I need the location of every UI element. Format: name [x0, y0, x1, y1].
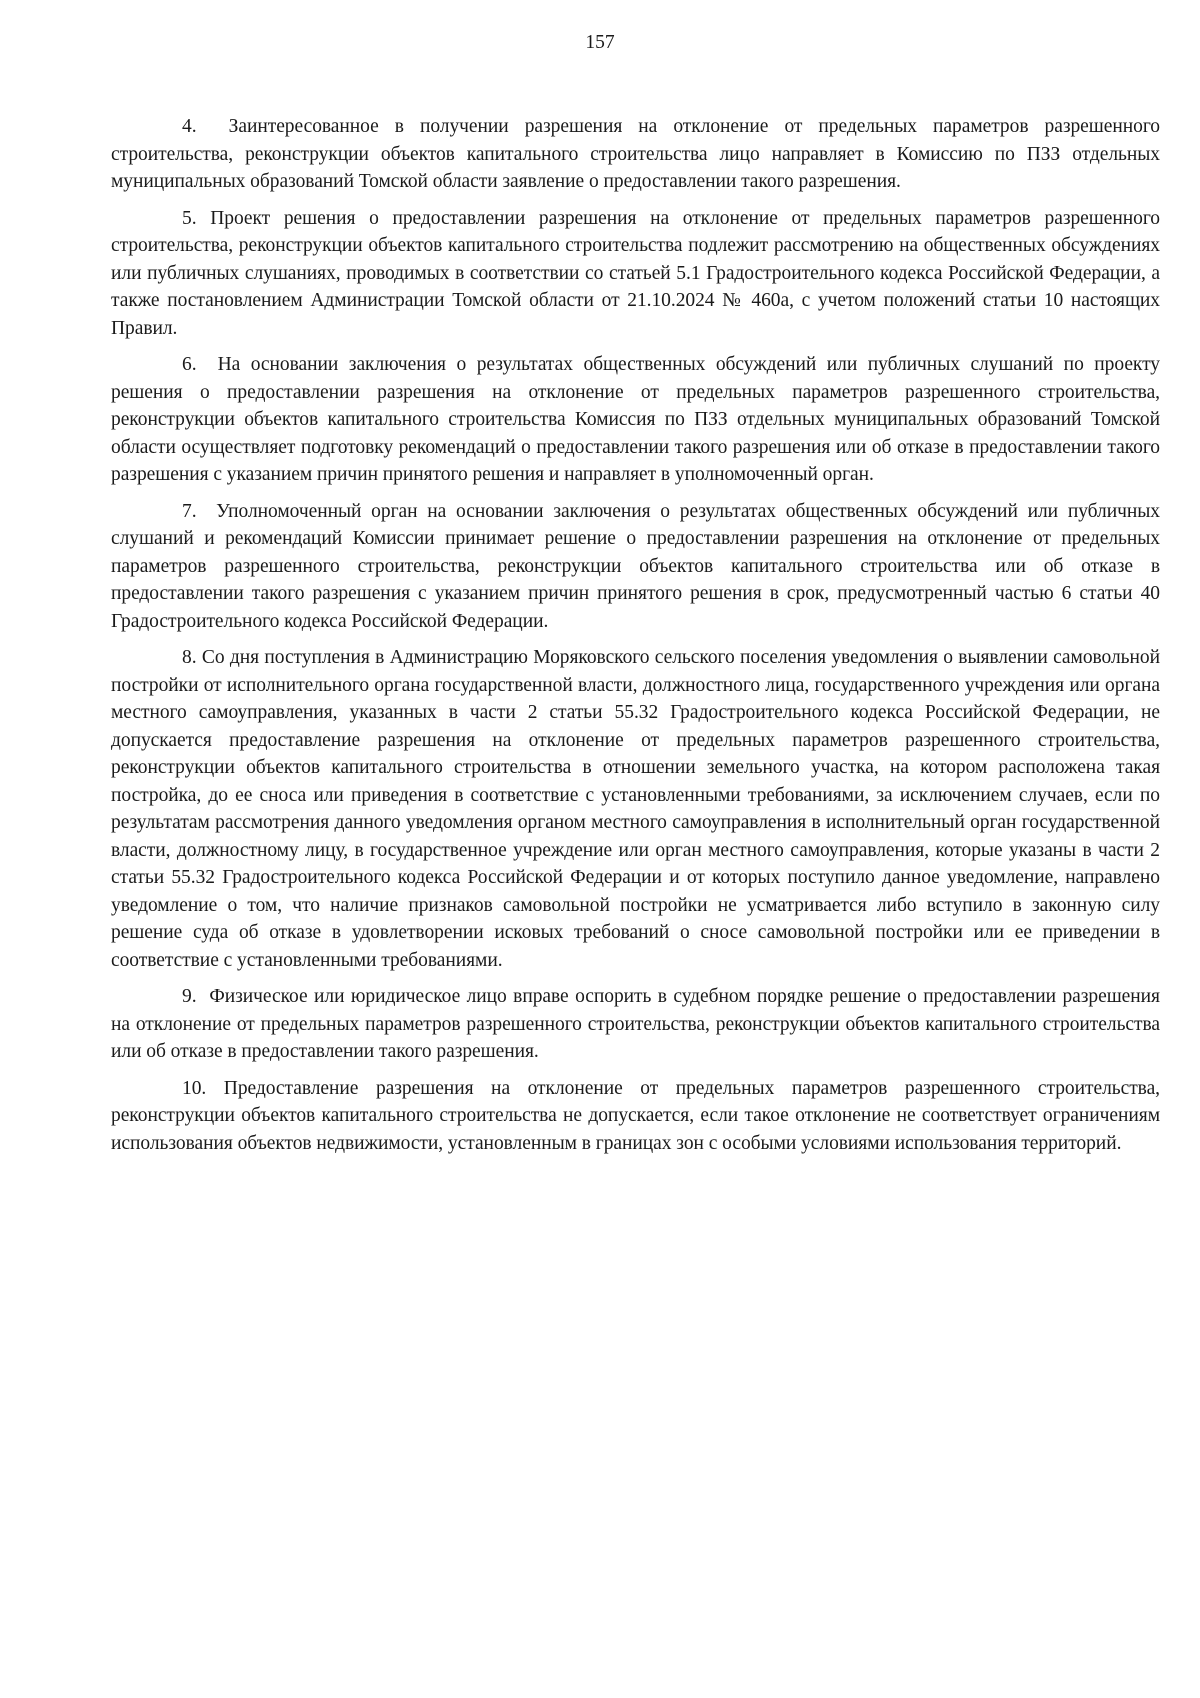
- paragraph-7: [111, 498, 1160, 636]
- paragraph-text: Проект решения о предоставлении разрешения на отклонение от предельных параметров разрешенного строительства, реконструкции объектов капитального строительства подлежит рассмотрению на общественных обсуждениях или публичных слушаниях, проводимых в соответствии со статьей 5.1 Градостроительного кодекса Российской Федерации, а также постановлением Администрации Томской области от 21.10.2024 № 460а, с учетом положений статьи 10 настоящих Правил.: [111, 207, 1160, 339]
- paragraph-text: Уполномоченный орган на основании заключения о результатах общественных обсуждений или публичных слушаний и рекомендаций Комиссии принимает решение о предоставлении разрешения на отклонение от предельных параметров разрешенного строительства, реконструкции объектов капитального строительства или об отказе в предоставлении такого разрешения с указанием причин принятого решения в срок, предусмотренный частью 6 статьи 40 Градостроительного кодекса Российской Федерации.: [111, 500, 1160, 632]
- paragraph-9: [111, 983, 1160, 1066]
- paragraph-10: [111, 1075, 1160, 1158]
- paragraph-text: Физическое или юридическое лицо вправе оспорить в судебном порядке решение о предоставлении разрешения на отклонение от предельных параметров разрешенного строительства, реконструкции объектов капитального строительства или об отказе в предоставлении такого разрешения.: [111, 986, 1160, 1062]
- paragraph-number: 5.: [182, 207, 197, 229]
- paragraph-text: Заинтересованное в получении разрешения на отклонение от предельных параметров разрешенного строительства, реконструкции объектов капитального строительства лицо направляет в Комиссию по ПЗЗ отдельных муниципальных образований Томской области заявление о предоставлении такого разрешения.: [111, 116, 1160, 192]
- paragraph-text: Предоставление разрешения на отклонение от предельных параметров разрешенного строительства, реконструкции объектов капитального строительства не допускается, если такое отклонение не соответствует ограничениям использования объектов недвижимости, установленным в границах зон с особыми условиями использования территорий.: [111, 1077, 1160, 1154]
- paragraph-number: 8.: [182, 647, 197, 668]
- paragraph-number: 10.: [182, 1077, 207, 1099]
- paragraph-number: 6.: [182, 354, 197, 375]
- paragraph-number: 9.: [182, 986, 197, 1007]
- paragraph-5: [111, 205, 1160, 343]
- page-number: 157: [585, 32, 615, 53]
- document-body: [111, 113, 1160, 1166]
- paragraph-number: 4.: [182, 116, 197, 137]
- paragraph-6: [111, 351, 1160, 489]
- paragraph-4: [111, 113, 1160, 196]
- paragraph-text: Со дня поступления в Администрацию Моряковского сельского поселения уведомления о выявлении самовольной постройки от исполнительного органа государственной власти, должностного лица, государственного учреждения или органа местного самоуправления, указанных в части 2 статьи 55.32 Градостроительного кодекса Российской Федерации, не допускается предоставление разрешения на отклонение от предельных параметров разрешенного строительства, реконструкции объектов капитального строительства в отношении земельного участка, на котором расположена такая постройка, до ее сноса или приведения в соответствие с установленными требованиями, за исключением случаев, если по результатам рассмотрения данного уведомления органом местного самоуправления в исполнительный орган государственной власти, должностному лицу, в государственное учреждение или орган местного самоуправления, которые указаны в части 2 статьи 55.32 Градостроительного кодекса Российской Федерации и от которых поступило данное уведомление, направлено уведомление о том, что наличие признаков самовольной постройки не усматривается либо вступило в законную силу решение суда об отказе в удовлетворении исковых требований о сносе самовольной постройки или ее приведении в соответствие с установленными требованиями.: [111, 647, 1160, 971]
- paragraph-8: [111, 644, 1160, 974]
- paragraph-number: 7.: [182, 500, 197, 522]
- paragraph-text: На основании заключения о результатах общественных обсуждений или публичных слушаний по проекту решения о предоставлении разрешения на отклонение от предельных параметров разрешенного строительства, реконструкции объектов капитального строительства Комиссия по ПЗЗ отдельных муниципальных образований Томской области осуществляет подготовку рекомендаций о предоставлении такого разрешения или об отказе в предоставлении такого разрешения с указанием причин принятого решения и направляет в уполномоченный орган.: [111, 354, 1161, 485]
